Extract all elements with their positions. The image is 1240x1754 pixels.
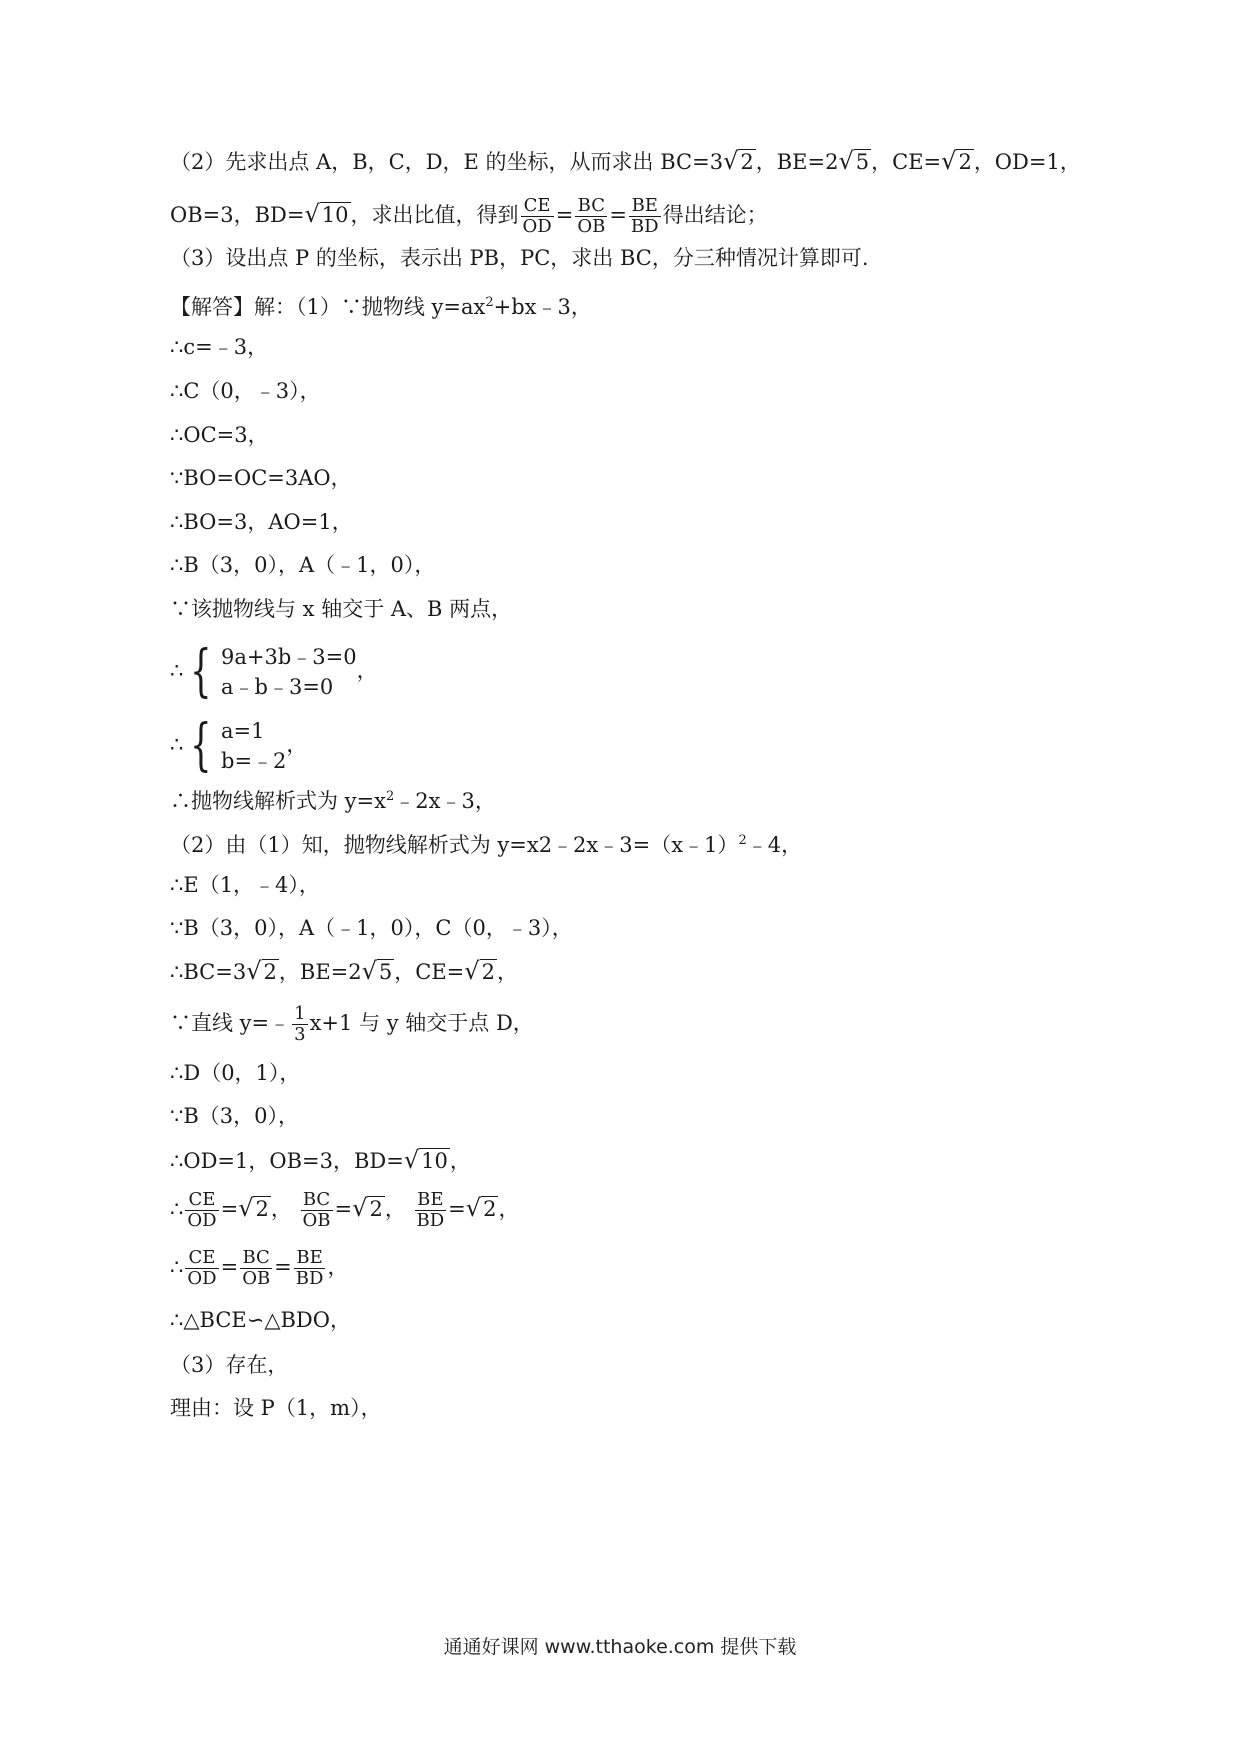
solution-line: ∵直线 y=﹣ $\frac{1}{3}$ x+1 与 y 轴交于点 D， xyxy=(170,1003,534,1045)
solution-line: ∴c=﹣3， xyxy=(170,335,269,359)
solution-line: ∴OC=3， xyxy=(170,423,269,447)
analysis-line-3: （3）设出点 P 的坐标，表示出 PB，PC，求出 BC，分三种情况计算即可. xyxy=(170,246,869,270)
fraction-be-bd: $\frac{BE}{BD}$ xyxy=(630,195,659,237)
sqrt-2: √2 xyxy=(723,147,754,175)
solution-line: ∴BC=3√2，BE=2√5，CE=√2， xyxy=(170,957,518,985)
solution-line: ∴D（0，1）， xyxy=(170,1061,301,1085)
solution-line: ∴OD=1，OB=3，BD=√10， xyxy=(170,1146,471,1174)
analysis-line-2: OB=3，BD=√10，求出比值，得到 $\frac{CE}{OD}$ = $\frac{BC}{OB}$ = $\frac{BE}{BD}$ 得出结论； xyxy=(170,195,768,237)
fraction-ce-od: $\frac{CE}{OD}$ xyxy=(522,195,552,237)
solution-line: ∵BO=OC=3AO， xyxy=(170,466,352,490)
solution-line: ∵该抛物线与 x 轴交于 A、B 两点， xyxy=(170,597,513,621)
fraction-one-third: $\frac{1}{3}$ xyxy=(294,1003,306,1045)
sqrt-5: √5 xyxy=(838,147,870,175)
equation-system-1: ∴ { 9a+3b﹣3=0 a﹣b﹣3=0 ， xyxy=(170,639,378,704)
solution-line: ∴B（3，0），A（﹣1，0）， xyxy=(170,553,436,577)
equation-system-2: ∴ { a=1 b=﹣2 ， xyxy=(170,713,308,778)
solution-line: （3）存在， xyxy=(170,1353,289,1377)
ratio-line: ∴ $\frac{CE}{OD}$ =√2， $\frac{BC}{OB}$ =√2， $\frac{BE}{BD}$ =√2， xyxy=(170,1189,520,1231)
analysis-line-1: （2）先求出点 A，B，C，D，E 的坐标，从而求出 BC=3√2，BE=2√5，CE=√2，OD=1， xyxy=(170,147,1081,175)
solution-line: 理由：设 P（1，m）， xyxy=(170,1396,382,1420)
sqrt-2: √2 xyxy=(941,147,972,175)
solution-header: 【解答】解：（1）∵抛物线 $y=ax^2+bx﹣3$， xyxy=(170,295,592,319)
solution-line: （2）由（1）知，抛物线解析式为 y=x2﹣2x﹣3=（x﹣1）$^2$﹣4， xyxy=(170,833,803,857)
solution-line: ∴E（1，﹣4）， xyxy=(170,873,320,897)
solution-line: ∴抛物线解析式为 $y=x^2﹣2x﹣3$， xyxy=(170,789,496,813)
solution-line: ∴BO=3，AO=1， xyxy=(170,510,353,534)
solution-line: ∴△BCE∽△BDO， xyxy=(170,1308,351,1332)
solution-line: ∵B（3，0）， xyxy=(170,1104,300,1128)
ratio-equality-line: ∴ $\frac{CE}{OD}$ = $\frac{BC}{OB}$ = $\frac{BE}{BD}$ ， xyxy=(170,1247,349,1289)
solution-line: ∴C（0，﹣3）， xyxy=(170,379,321,403)
sqrt-10: √10 xyxy=(304,200,349,228)
footer-watermark: 通通好课网 www.tthaoke.com 提供下载 xyxy=(443,1636,797,1658)
fraction-bc-ob: $\frac{BC}{OB}$ xyxy=(577,195,606,237)
solution-line: ∵B（3，0），A（﹣1，0），C（0，﹣3）， xyxy=(170,916,573,940)
